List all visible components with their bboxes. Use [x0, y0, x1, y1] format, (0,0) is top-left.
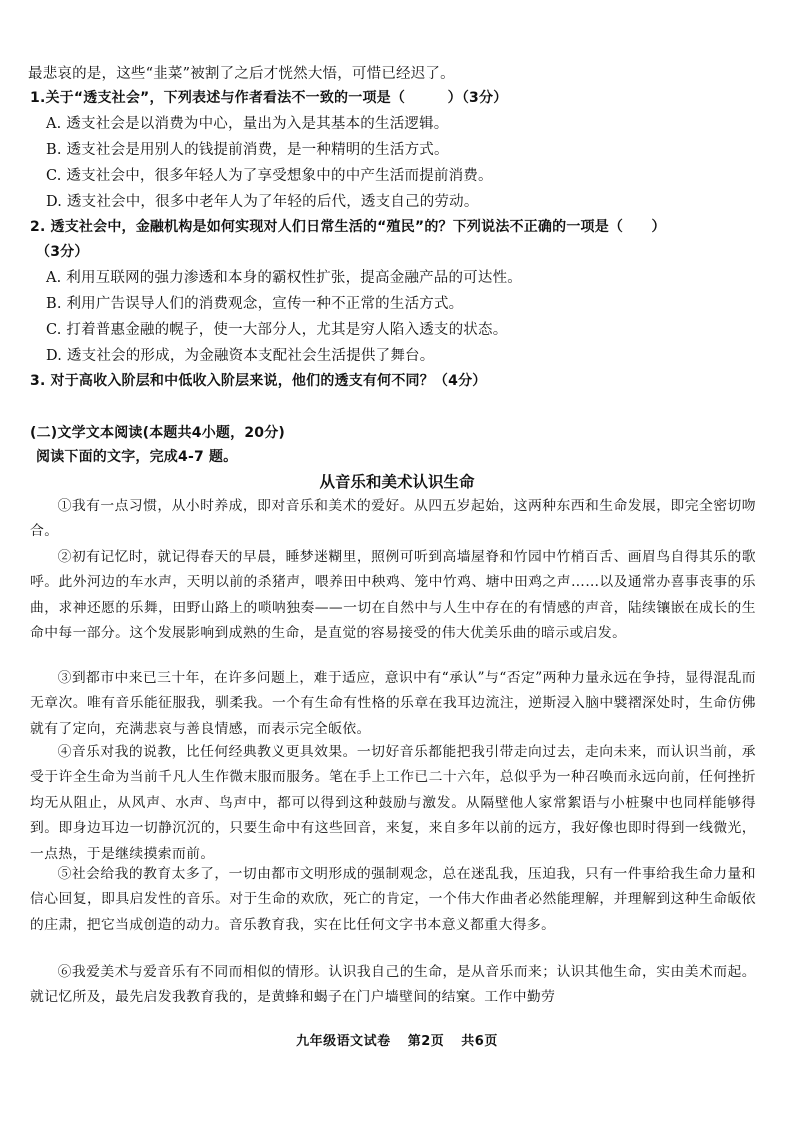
q2-option-c: C. 打着普惠金融的幌子，使一大部分人，尤其是穷人陷入透支的状态。	[46, 322, 508, 338]
q2-option-b: B. 利用广告误导人们的消费观念，宣传一种不正常的生活方式。	[46, 296, 464, 312]
q1-option-a: A. 透支社会是以消费为中心，量出为入是其基本的生活逻辑。	[46, 116, 449, 132]
q1-option-c: C. 透支社会中，很多年轻人为了享受想象中的中产生活而提前消费。	[46, 168, 493, 184]
q1-option-b: B. 透支社会是用别人的钱提前消费，是一种精明的生活方式。	[46, 142, 449, 158]
article-paragraph-3: ③到都市中来已三十年，在许多问题上，难于适应，意识中有“承认”与“否定”两种力量永远在争持，显得混乱而无章次。唯有音乐能征服我，驯柔我。一个有生命有性格的乐章在我耳边流注，逆斯浸入脑中襞褶深处时，生命仿佛就有了定向，充满悲哀与善良情感，而表示完全皈依。	[30, 670, 756, 737]
article-paragraph-4: ④音乐对我的说教，比任何经典教义更具效果。一切好音乐都能把我引带走向过去，走向未来，而认识当前，承受于许全生命为当前千凡人生作微末服而服务。笔在手上工作已二十六年，总似乎为一种召唤而永远向前，任何挫折均无从阻止，从风声、水声、鸟声中，都可以得到这种鼓励与激发。从隔壁他人家常絮语与小桩聚中也同样能够得到。即身边耳边一切静沉沉的，只要生命中有这些回音，来复，来自多年以前的远方，我好像也即时得到一线微光，一点热，于是继续摸索而前。	[30, 744, 756, 862]
article-paragraph-1: ①我有一点习惯，从小时养成，即对音乐和美术的爱好。从四五岁起始，这两种东西和生命发展，即完全密切吻合。	[30, 498, 756, 540]
continuation-line: 最悲哀的是，这些“韭菜”被割了之后才恍然大悟，可惜已经迟了。	[28, 66, 455, 82]
footer-exam-name: 九年级语文试卷	[296, 1034, 391, 1049]
q2-stem: 2. 透支社会中，金融机构是如何实现对人们日常生活的“殖民”的？下列说法不正确的一项是（ ）	[30, 219, 666, 235]
footer-page-number: 第2页	[407, 1034, 445, 1049]
q1-stem: 1.关于“透支社会”，下列表述与作者看法不一致的一项是（ ）（3分）	[30, 90, 508, 106]
q2-score: （3分）	[36, 244, 89, 260]
q2-option-a: A. 利用互联网的强力渗透和本身的霸权性扩张，提高金融产品的可达性。	[46, 270, 522, 286]
q3-stem: 3. 对于高收入阶层和中低收入阶层来说，他们的透支有何不同？（4分）	[30, 373, 487, 389]
q1-option-d: D. 透支社会中，很多中老年人为了年轻的后代，透支自己的劳动。	[46, 194, 479, 210]
footer-total-pages: 共6页	[461, 1034, 498, 1049]
page-footer	[0, 1030, 794, 1049]
section-heading: (二)文学文本阅读(本题共4小题，20分)	[30, 425, 286, 441]
section-instruction: 阅读下面的文字，完成4-7 题。	[36, 449, 238, 465]
article-title: 从音乐和美术认识生命	[319, 473, 475, 491]
article-paragraph-5: ⑤社会给我的教育太多了，一切由都市文明形成的强制观念，总在迷乱我，压迫我，只有一件事给我生命力量和信心回复，即具启发性的音乐。对于生命的欢欣，死亡的肯定，一个伟大作曲者必然能理解，并理解到这种生命皈依的庄肃，把它当成创造的动力。音乐教育我，实在比任何文字书本意义都重大得多。	[30, 866, 756, 933]
q2-option-d: D. 透支社会的形成，为金融资本支配社会生活提供了舞台。	[46, 348, 435, 364]
article-paragraph-2: ②初有记忆时，就记得春天的早晨，睡梦迷糊里，照例可听到高墙屋脊和竹园中竹梢百舌、画眉鸟自得其乐的歌呼。此外河边的车水声，天明以前的杀猪声，喂养田中秧鸡、笼中竹鸡、塘中田鸡之声……以及通常办喜事丧事的乐曲，求神还愿的乐舞，田野山路上的唢呐独奏——一切在自然中与人生中存在的有情感的声音，陆续镶嵌在成长的生命中每一部分。这个发展影响到成熟的生命，是直觉的容易接受的伟大优美乐曲的暗示或启发。	[30, 549, 756, 642]
article-paragraph-6: ⑥我爱美术与爱音乐有不同而相似的情形。认识我自己的生命，是从音乐而来；认识其他生命，实由美术而起。就记忆所及，最先启发我教育我的，是黄蜂和蝎子在门户墙壁间的结窠。工作中勤劳	[30, 964, 756, 1006]
